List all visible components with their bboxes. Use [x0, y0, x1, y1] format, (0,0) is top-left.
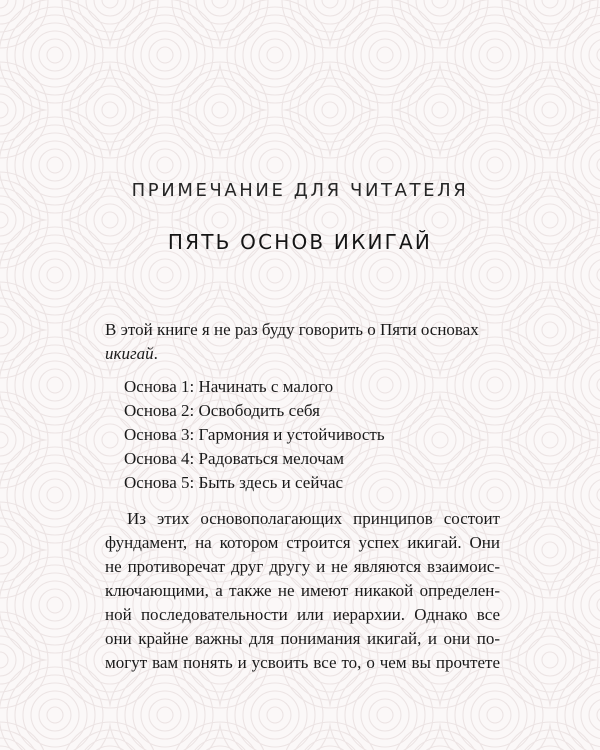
body-line: не противоречат друг другу и не являются взаимоис-: [105, 557, 500, 576]
section-kicker: ПРИМЕЧАНИЕ ДЛЯ ЧИТАТЕЛЯ: [131, 180, 469, 201]
intro-end: .: [153, 344, 158, 363]
body-line: фундамент, на котором строится успех икигай. Они: [105, 533, 500, 552]
body-line: ной последовательности или иерархии. Однако все: [105, 605, 500, 624]
body-paragraph: [105, 507, 500, 675]
chapter-title: ПЯТЬ ОСНОВ ИКИГАЙ: [167, 230, 433, 254]
intro-text: В этой книге я не раз буду говорить о Пяти основах: [105, 320, 479, 339]
list-item: Основа 2: Освободить себя: [124, 401, 320, 420]
list-item: Основа 5: Быть здесь и сейчас: [124, 473, 344, 492]
body-line: они крайне важны для понимания икигай, и они по-: [105, 629, 500, 648]
list-item: Основа 3: Гармония и устойчивость: [124, 425, 385, 444]
list-item: Основа 4: Радоваться мелочам: [124, 449, 345, 468]
intro-paragraph: [105, 318, 500, 366]
body-line: Из этих основополагающих принципов состоит: [127, 509, 500, 528]
list-item: Основа 1: Начинать с малого: [124, 377, 334, 396]
body-line: ключающими, а также не имеют никакой определен-: [105, 581, 500, 600]
intro-emphasis: икигай: [105, 344, 154, 363]
pillars-list: [124, 375, 484, 495]
body-line: могут вам понять и усвоить все то, о чем вы прочтете: [105, 653, 500, 672]
